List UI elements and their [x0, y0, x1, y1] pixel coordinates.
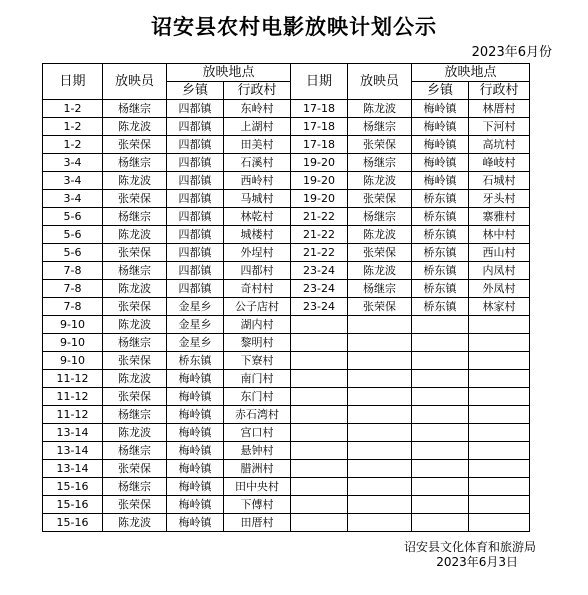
left-town-cell: 梅岭镇: [167, 514, 224, 532]
header-location-right: 放映地点: [412, 64, 530, 82]
left-date-cell: 9-10: [43, 316, 103, 334]
left-date-cell: 7-8: [43, 280, 103, 298]
right-village-cell: 下河村: [469, 118, 530, 136]
left-village-cell: 赤石湾村: [224, 406, 291, 424]
right-date-cell: [291, 442, 348, 460]
right-town-cell: 桥东镇: [412, 190, 469, 208]
right-village-cell: 西山村: [469, 244, 530, 262]
right-date-cell: 23-24: [291, 280, 348, 298]
left-village-cell: 悬钟村: [224, 442, 291, 460]
left-date-cell: 15-16: [43, 496, 103, 514]
left-town-cell: 梅岭镇: [167, 370, 224, 388]
right-date-cell: [291, 316, 348, 334]
left-village-cell: 东岭村: [224, 100, 291, 118]
left-projectionist-cell: 陈龙波: [103, 172, 167, 190]
left-projectionist-cell: 陈龙波: [103, 514, 167, 532]
right-village-cell: [469, 334, 530, 352]
right-town-cell: 梅岭镇: [412, 100, 469, 118]
left-projectionist-cell: 陈龙波: [103, 280, 167, 298]
right-projectionist-cell: 杨继宗: [348, 118, 412, 136]
left-projectionist-cell: 陈龙波: [103, 226, 167, 244]
left-village-cell: 东门村: [224, 388, 291, 406]
left-date-cell: 13-14: [43, 460, 103, 478]
right-town-cell: [412, 370, 469, 388]
left-date-cell: 9-10: [43, 334, 103, 352]
left-projectionist-cell: 杨继宗: [103, 208, 167, 226]
right-town-cell: [412, 478, 469, 496]
left-date-cell: 11-12: [43, 406, 103, 424]
month-label: 2023年6月份: [471, 45, 552, 60]
left-town-cell: 四都镇: [167, 190, 224, 208]
left-village-cell: 下傅村: [224, 496, 291, 514]
left-projectionist-cell: 张荣保: [103, 190, 167, 208]
left-projectionist-cell: 陈龙波: [103, 424, 167, 442]
left-town-cell: 梅岭镇: [167, 424, 224, 442]
table-row: [43, 136, 530, 154]
right-town-cell: [412, 424, 469, 442]
right-town-cell: [412, 496, 469, 514]
right-date-cell: 17-18: [291, 100, 348, 118]
left-village-cell: 黎明村: [224, 334, 291, 352]
left-town-cell: 四都镇: [167, 136, 224, 154]
right-date-cell: 19-20: [291, 190, 348, 208]
right-date-cell: 21-22: [291, 226, 348, 244]
left-town-cell: 梅岭镇: [167, 388, 224, 406]
left-projectionist-cell: 陈龙波: [103, 370, 167, 388]
right-town-cell: [412, 442, 469, 460]
header-town-right: 乡镇: [412, 82, 469, 100]
right-village-cell: 林中村: [469, 226, 530, 244]
table-row: [43, 244, 530, 262]
left-projectionist-cell: 杨继宗: [103, 154, 167, 172]
left-date-cell: 3-4: [43, 154, 103, 172]
left-date-cell: 13-14: [43, 442, 103, 460]
right-village-cell: [469, 388, 530, 406]
right-projectionist-cell: [348, 370, 412, 388]
right-town-cell: [412, 514, 469, 532]
left-projectionist-cell: 杨继宗: [103, 406, 167, 424]
left-village-cell: 石溪村: [224, 154, 291, 172]
right-date-cell: [291, 514, 348, 532]
left-town-cell: 四都镇: [167, 154, 224, 172]
right-projectionist-cell: [348, 514, 412, 532]
right-village-cell: 林厝村: [469, 100, 530, 118]
right-town-cell: 桥东镇: [412, 226, 469, 244]
right-projectionist-cell: 张荣保: [348, 190, 412, 208]
left-town-cell: 梅岭镇: [167, 496, 224, 514]
right-projectionist-cell: [348, 334, 412, 352]
left-town-cell: 四都镇: [167, 280, 224, 298]
schedule-body: [43, 100, 530, 532]
left-town-cell: 梅岭镇: [167, 478, 224, 496]
left-town-cell: 梅岭镇: [167, 442, 224, 460]
table-row: [43, 334, 530, 352]
right-projectionist-cell: 陈龙波: [348, 172, 412, 190]
left-date-cell: 5-6: [43, 208, 103, 226]
left-date-cell: 1-2: [43, 136, 103, 154]
right-village-cell: [469, 316, 530, 334]
right-date-cell: [291, 496, 348, 514]
table-row: [43, 208, 530, 226]
right-village-cell: [469, 352, 530, 370]
left-town-cell: 梅岭镇: [167, 460, 224, 478]
left-projectionist-cell: 张荣保: [103, 460, 167, 478]
left-projectionist-cell: 张荣保: [103, 244, 167, 262]
left-village-cell: 西岭村: [224, 172, 291, 190]
left-date-cell: 1-2: [43, 118, 103, 136]
right-town-cell: 桥东镇: [412, 244, 469, 262]
right-date-cell: 17-18: [291, 136, 348, 154]
footer-org: 诏安县文化体育和旅游局: [403, 540, 536, 554]
right-village-cell: 林家村: [469, 298, 530, 316]
left-date-cell: 15-16: [43, 478, 103, 496]
right-town-cell: [412, 334, 469, 352]
right-town-cell: [412, 406, 469, 424]
right-village-cell: [469, 424, 530, 442]
right-date-cell: 19-20: [291, 172, 348, 190]
table-row: [43, 370, 530, 388]
left-village-cell: 公子店村: [224, 298, 291, 316]
left-town-cell: 梅岭镇: [167, 406, 224, 424]
right-date-cell: [291, 478, 348, 496]
schedule-table: [42, 63, 530, 532]
left-village-cell: 奇村村: [224, 280, 291, 298]
right-date-cell: 23-24: [291, 298, 348, 316]
table-row: [43, 460, 530, 478]
left-projectionist-cell: 陈龙波: [103, 316, 167, 334]
right-village-cell: [469, 460, 530, 478]
right-date-cell: 21-22: [291, 208, 348, 226]
left-village-cell: 城楼村: [224, 226, 291, 244]
page-title: 诏安县农村电影放映计划公示: [151, 15, 437, 39]
left-village-cell: 下寮村: [224, 352, 291, 370]
right-projectionist-cell: 张荣保: [348, 244, 412, 262]
right-town-cell: 桥东镇: [412, 208, 469, 226]
right-projectionist-cell: [348, 388, 412, 406]
right-village-cell: [469, 496, 530, 514]
right-village-cell: [469, 478, 530, 496]
header-village-left: 行政村: [224, 82, 291, 100]
header-projectionist-left: 放映员: [103, 64, 167, 100]
left-projectionist-cell: 杨继宗: [103, 442, 167, 460]
left-projectionist-cell: 杨继宗: [103, 100, 167, 118]
table-row: [43, 514, 530, 532]
header-location-left: 放映地点: [167, 64, 291, 82]
left-village-cell: 林乾村: [224, 208, 291, 226]
right-village-cell: 外凤村: [469, 280, 530, 298]
left-town-cell: 金星乡: [167, 334, 224, 352]
right-projectionist-cell: [348, 424, 412, 442]
right-projectionist-cell: 杨继宗: [348, 208, 412, 226]
left-town-cell: 四都镇: [167, 208, 224, 226]
left-date-cell: 7-8: [43, 298, 103, 316]
left-village-cell: 外埕村: [224, 244, 291, 262]
header-village-right: 行政村: [469, 82, 530, 100]
left-date-cell: 11-12: [43, 370, 103, 388]
left-date-cell: 7-8: [43, 262, 103, 280]
right-town-cell: [412, 316, 469, 334]
right-projectionist-cell: 张荣保: [348, 298, 412, 316]
right-village-cell: 牙头村: [469, 190, 530, 208]
table-row: [43, 388, 530, 406]
right-date-cell: [291, 406, 348, 424]
right-date-cell: [291, 388, 348, 406]
table-row: [43, 352, 530, 370]
left-town-cell: 四都镇: [167, 172, 224, 190]
right-projectionist-cell: 杨继宗: [348, 154, 412, 172]
left-village-cell: 田美村: [224, 136, 291, 154]
right-date-cell: 17-18: [291, 118, 348, 136]
right-town-cell: 梅岭镇: [412, 136, 469, 154]
left-date-cell: 15-16: [43, 514, 103, 532]
right-village-cell: 峰岐村: [469, 154, 530, 172]
left-date-cell: 11-12: [43, 388, 103, 406]
left-town-cell: 四都镇: [167, 100, 224, 118]
right-town-cell: 梅岭镇: [412, 118, 469, 136]
table-row: [43, 118, 530, 136]
left-town-cell: 四都镇: [167, 118, 224, 136]
right-projectionist-cell: [348, 496, 412, 514]
table-row: [43, 496, 530, 514]
left-village-cell: 腊洲村: [224, 460, 291, 478]
table-row: [43, 100, 530, 118]
left-town-cell: 金星乡: [167, 316, 224, 334]
table-row: [43, 172, 530, 190]
right-date-cell: [291, 370, 348, 388]
right-town-cell: 梅岭镇: [412, 154, 469, 172]
right-projectionist-cell: [348, 460, 412, 478]
header-town-left: 乡镇: [167, 82, 224, 100]
left-projectionist-cell: 杨继宗: [103, 478, 167, 496]
left-village-cell: 南门村: [224, 370, 291, 388]
header-date-left: 日期: [43, 64, 103, 100]
left-village-cell: 马城村: [224, 190, 291, 208]
table-row: [43, 226, 530, 244]
right-date-cell: 21-22: [291, 244, 348, 262]
right-projectionist-cell: 张荣保: [348, 136, 412, 154]
right-date-cell: 23-24: [291, 262, 348, 280]
left-projectionist-cell: 张荣保: [103, 352, 167, 370]
right-village-cell: 内凤村: [469, 262, 530, 280]
right-town-cell: [412, 352, 469, 370]
right-projectionist-cell: 陈龙波: [348, 226, 412, 244]
right-projectionist-cell: 陈龙波: [348, 262, 412, 280]
table-row: [43, 316, 530, 334]
right-town-cell: 梅岭镇: [412, 172, 469, 190]
left-town-cell: 桥东镇: [167, 352, 224, 370]
left-date-cell: 3-4: [43, 190, 103, 208]
right-projectionist-cell: [348, 352, 412, 370]
left-projectionist-cell: 陈龙波: [103, 118, 167, 136]
right-date-cell: [291, 334, 348, 352]
left-town-cell: 四都镇: [167, 262, 224, 280]
left-village-cell: 宫口村: [224, 424, 291, 442]
left-projectionist-cell: 杨继宗: [103, 334, 167, 352]
footer-date: 2023年6月3日: [436, 555, 518, 569]
left-projectionist-cell: 张荣保: [103, 388, 167, 406]
left-village-cell: 田厝村: [224, 514, 291, 532]
left-date-cell: 5-6: [43, 244, 103, 262]
left-projectionist-cell: 杨继宗: [103, 262, 167, 280]
right-town-cell: 桥东镇: [412, 262, 469, 280]
right-date-cell: [291, 424, 348, 442]
table-row: [43, 424, 530, 442]
table-row: [43, 478, 530, 496]
right-town-cell: [412, 460, 469, 478]
right-village-cell: 高坑村: [469, 136, 530, 154]
right-village-cell: [469, 370, 530, 388]
right-projectionist-cell: [348, 316, 412, 334]
right-village-cell: 石城村: [469, 172, 530, 190]
left-date-cell: 13-14: [43, 424, 103, 442]
left-projectionist-cell: 张荣保: [103, 136, 167, 154]
right-village-cell: [469, 406, 530, 424]
left-village-cell: 四都村: [224, 262, 291, 280]
left-date-cell: 5-6: [43, 226, 103, 244]
left-town-cell: 金星乡: [167, 298, 224, 316]
left-village-cell: 上湖村: [224, 118, 291, 136]
right-projectionist-cell: [348, 478, 412, 496]
left-projectionist-cell: 张荣保: [103, 496, 167, 514]
header-projectionist-right: 放映员: [348, 64, 412, 100]
right-village-cell: [469, 442, 530, 460]
right-town-cell: 桥东镇: [412, 298, 469, 316]
right-town-cell: 桥东镇: [412, 280, 469, 298]
table-row: [43, 190, 530, 208]
right-village-cell: 寨雅村: [469, 208, 530, 226]
right-date-cell: 19-20: [291, 154, 348, 172]
left-projectionist-cell: 张荣保: [103, 298, 167, 316]
left-date-cell: 9-10: [43, 352, 103, 370]
table-row: [43, 442, 530, 460]
right-projectionist-cell: 陈龙波: [348, 100, 412, 118]
table-row: [43, 280, 530, 298]
right-town-cell: [412, 388, 469, 406]
right-projectionist-cell: [348, 406, 412, 424]
footer: [404, 540, 536, 570]
left-date-cell: 3-4: [43, 172, 103, 190]
header-date-right: 日期: [291, 64, 348, 100]
left-village-cell: 湖内村: [224, 316, 291, 334]
right-projectionist-cell: 杨继宗: [348, 280, 412, 298]
table-row: [43, 262, 530, 280]
right-projectionist-cell: [348, 442, 412, 460]
table-row: [43, 298, 530, 316]
table-row: [43, 406, 530, 424]
left-village-cell: 田中央村: [224, 478, 291, 496]
left-date-cell: 1-2: [43, 100, 103, 118]
left-town-cell: 四都镇: [167, 244, 224, 262]
right-village-cell: [469, 514, 530, 532]
right-date-cell: [291, 352, 348, 370]
left-town-cell: 四都镇: [167, 226, 224, 244]
right-date-cell: [291, 460, 348, 478]
table-row: [43, 154, 530, 172]
